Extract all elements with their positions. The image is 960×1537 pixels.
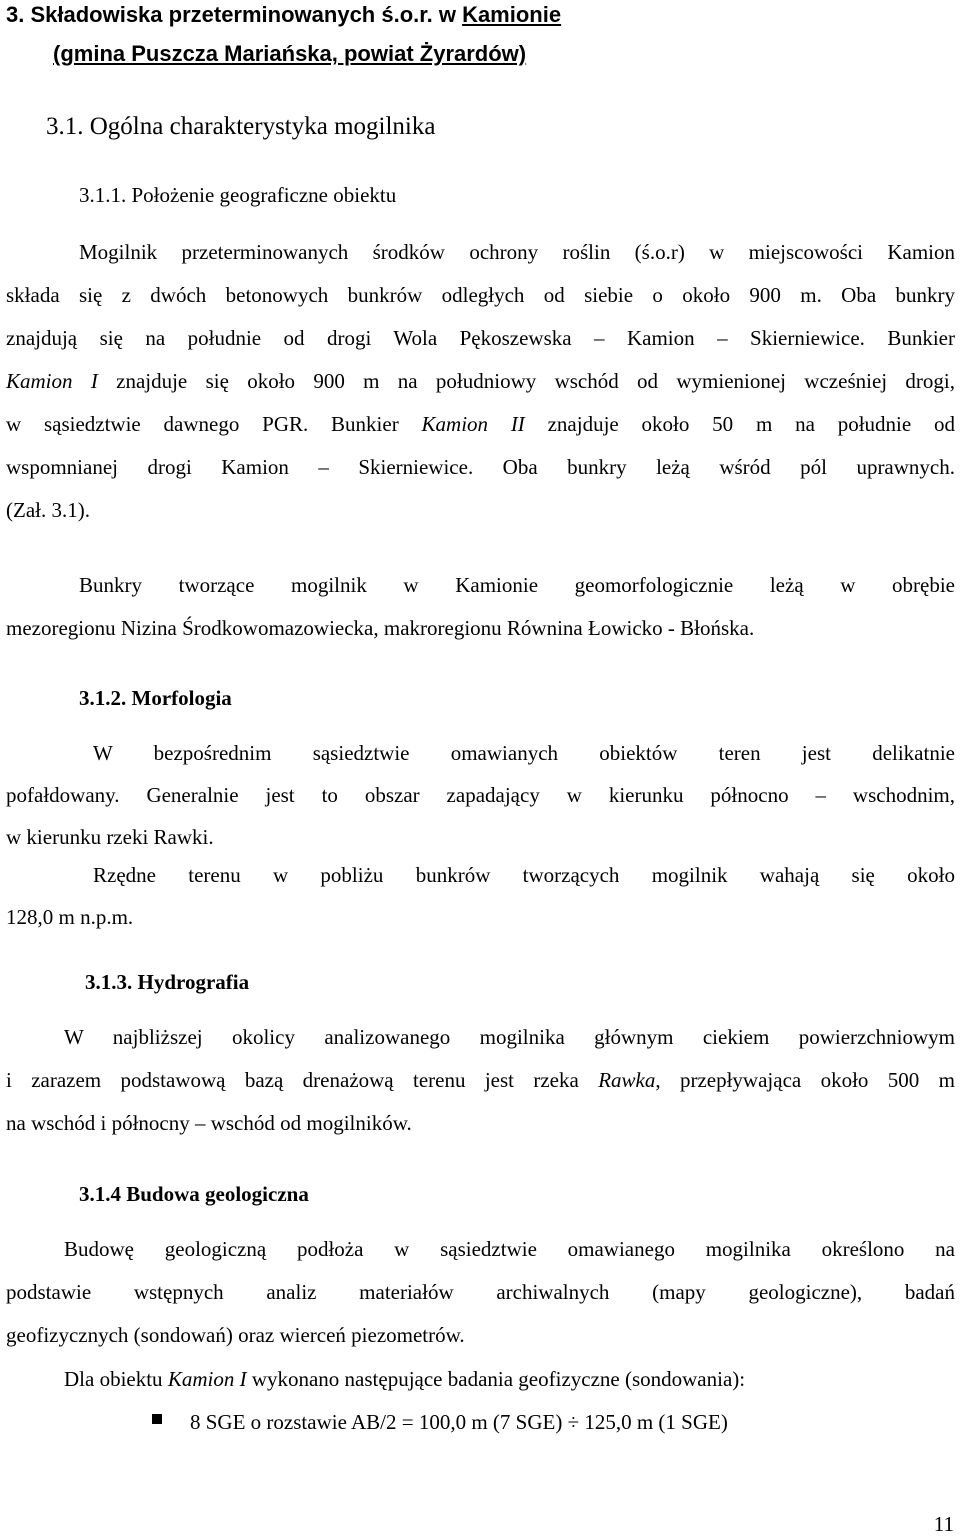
section-heading-3-1-4: 3.1.4 Budowa geologiczna [79, 1182, 309, 1206]
paragraph-line: w kierunku rzeki Rawki. [6, 825, 214, 849]
paragraph-location [6, 231, 955, 532]
page-number: 11 [933, 1512, 954, 1536]
kamionie-link[interactable]: Kamionie [462, 2, 562, 27]
paragraph-line: mezoregionu Nizina Środkowomazowiecka, makroregionu Równina Łowicko - Błońska. [6, 616, 755, 640]
paragraph-line: Bunkry tworzące mogilnik w Kamionie geomorfologicznie leżą w obrębie [79, 573, 955, 597]
paragraph-line [6, 360, 955, 403]
chapter-heading-line1 [6, 1, 561, 29]
paragraph-hydrography [6, 1016, 955, 1145]
line-text: w sąsiedztwie dawnego PGR. Bunkier [6, 412, 422, 436]
paragraph-line: W bezpośrednim sąsiedztwie omawianych obiektów teren jest delikatnie [93, 741, 955, 765]
paragraph-line: 128,0 m n.p.m. [6, 905, 134, 929]
paragraph-line: geofizycznych (sondowań) oraz wierceń piezometrów. [6, 1323, 465, 1347]
paragraph-surveys [64, 1366, 745, 1392]
italic-name: Kamion I [167, 1367, 247, 1391]
paragraph-elevation [6, 854, 955, 938]
bullet-item: 8 SGE o rozstawie AB/2 = 100,0 m (7 SGE) ÷ 125,0 m (1 SGE) [190, 1410, 728, 1434]
line-text: wykonano następujące badania geofizyczne (sondowania): [246, 1367, 746, 1391]
section-heading-3-1-3: 3.1.3. Hydrografia [85, 970, 250, 994]
paragraph-line: składa się z dwóch betonowych bunkrów odległych od siebie o około 900 m. Oba bunkry [6, 283, 955, 307]
paragraph-line: (Zał. 3.1). [6, 498, 90, 522]
square-bullet-icon [152, 1414, 162, 1424]
paragraph-line: podstawie wstępnych analiz materiałów archiwalnych (mapy geologiczne), badań [6, 1280, 955, 1304]
italic-name: Kamion I [6, 369, 98, 393]
paragraph-line: na wschód i północny – wschód od mogilników. [6, 1111, 412, 1135]
line-text: znajduje się około 900 m na południowy wschód od wymienionej wcześniej drogi, [97, 369, 955, 393]
paragraph-line: Budowę geologiczną podłoża w sąsiedztwie omawianego mogilnika określono na [64, 1237, 955, 1261]
paragraph-line [6, 403, 955, 446]
line-text: Dla obiektu [64, 1367, 168, 1391]
chapter-heading-line2: (gmina Puszcza Mariańska, powiat Żyrardów) [53, 41, 527, 66]
paragraph-morphology [6, 732, 955, 858]
paragraph-line: wspomnianej drogi Kamion – Skierniewice. Oba bunkry leżą wśród pól uprawnych. [6, 455, 955, 479]
section-heading-3-1: 3.1. Ogólna charakterystyka mogilnika [46, 113, 436, 140]
section-heading-3-1-2: 3.1.2. Morfologia [79, 686, 232, 710]
paragraph-line [6, 1059, 955, 1102]
paragraph-line: W najbliższej okolicy analizowanego mogilnika głównym ciekiem powierzchniowym [64, 1025, 955, 1049]
italic-name: Kamion II [421, 412, 525, 436]
paragraph-line: pofałdowany. Generalnie jest to obszar zapadający w kierunku północno – wschodnim, [6, 783, 955, 807]
line-text: znajduje około 50 m na południe od [524, 412, 955, 436]
section-heading-3-1-1: 3.1.1. Położenie geograficzne obiektu [79, 183, 397, 207]
italic-river-name: Rawka [598, 1068, 656, 1092]
line-text: , przepływająca około 500 m [655, 1068, 955, 1092]
paragraph-line: Mogilnik przeterminowanych środków ochrony roślin (ś.o.r) w miejscowości Kamion [79, 240, 955, 264]
chapter-heading-text: 3. Składowiska przeterminowanych ś.o.r. w [6, 2, 463, 27]
line-text: i zarazem podstawową bazą drenażową terenu jest rzeka [6, 1068, 599, 1092]
paragraph-geology [6, 1228, 955, 1357]
paragraph-line: Rzędne terenu w pobliżu bunkrów tworzących mogilnik wahają się około [93, 863, 955, 887]
paragraph-line: znajdują się na południe od drogi Wola Pękoszewska – Kamion – Skierniewice. Bunkier [6, 326, 955, 350]
paragraph-geomorphology [6, 564, 955, 650]
